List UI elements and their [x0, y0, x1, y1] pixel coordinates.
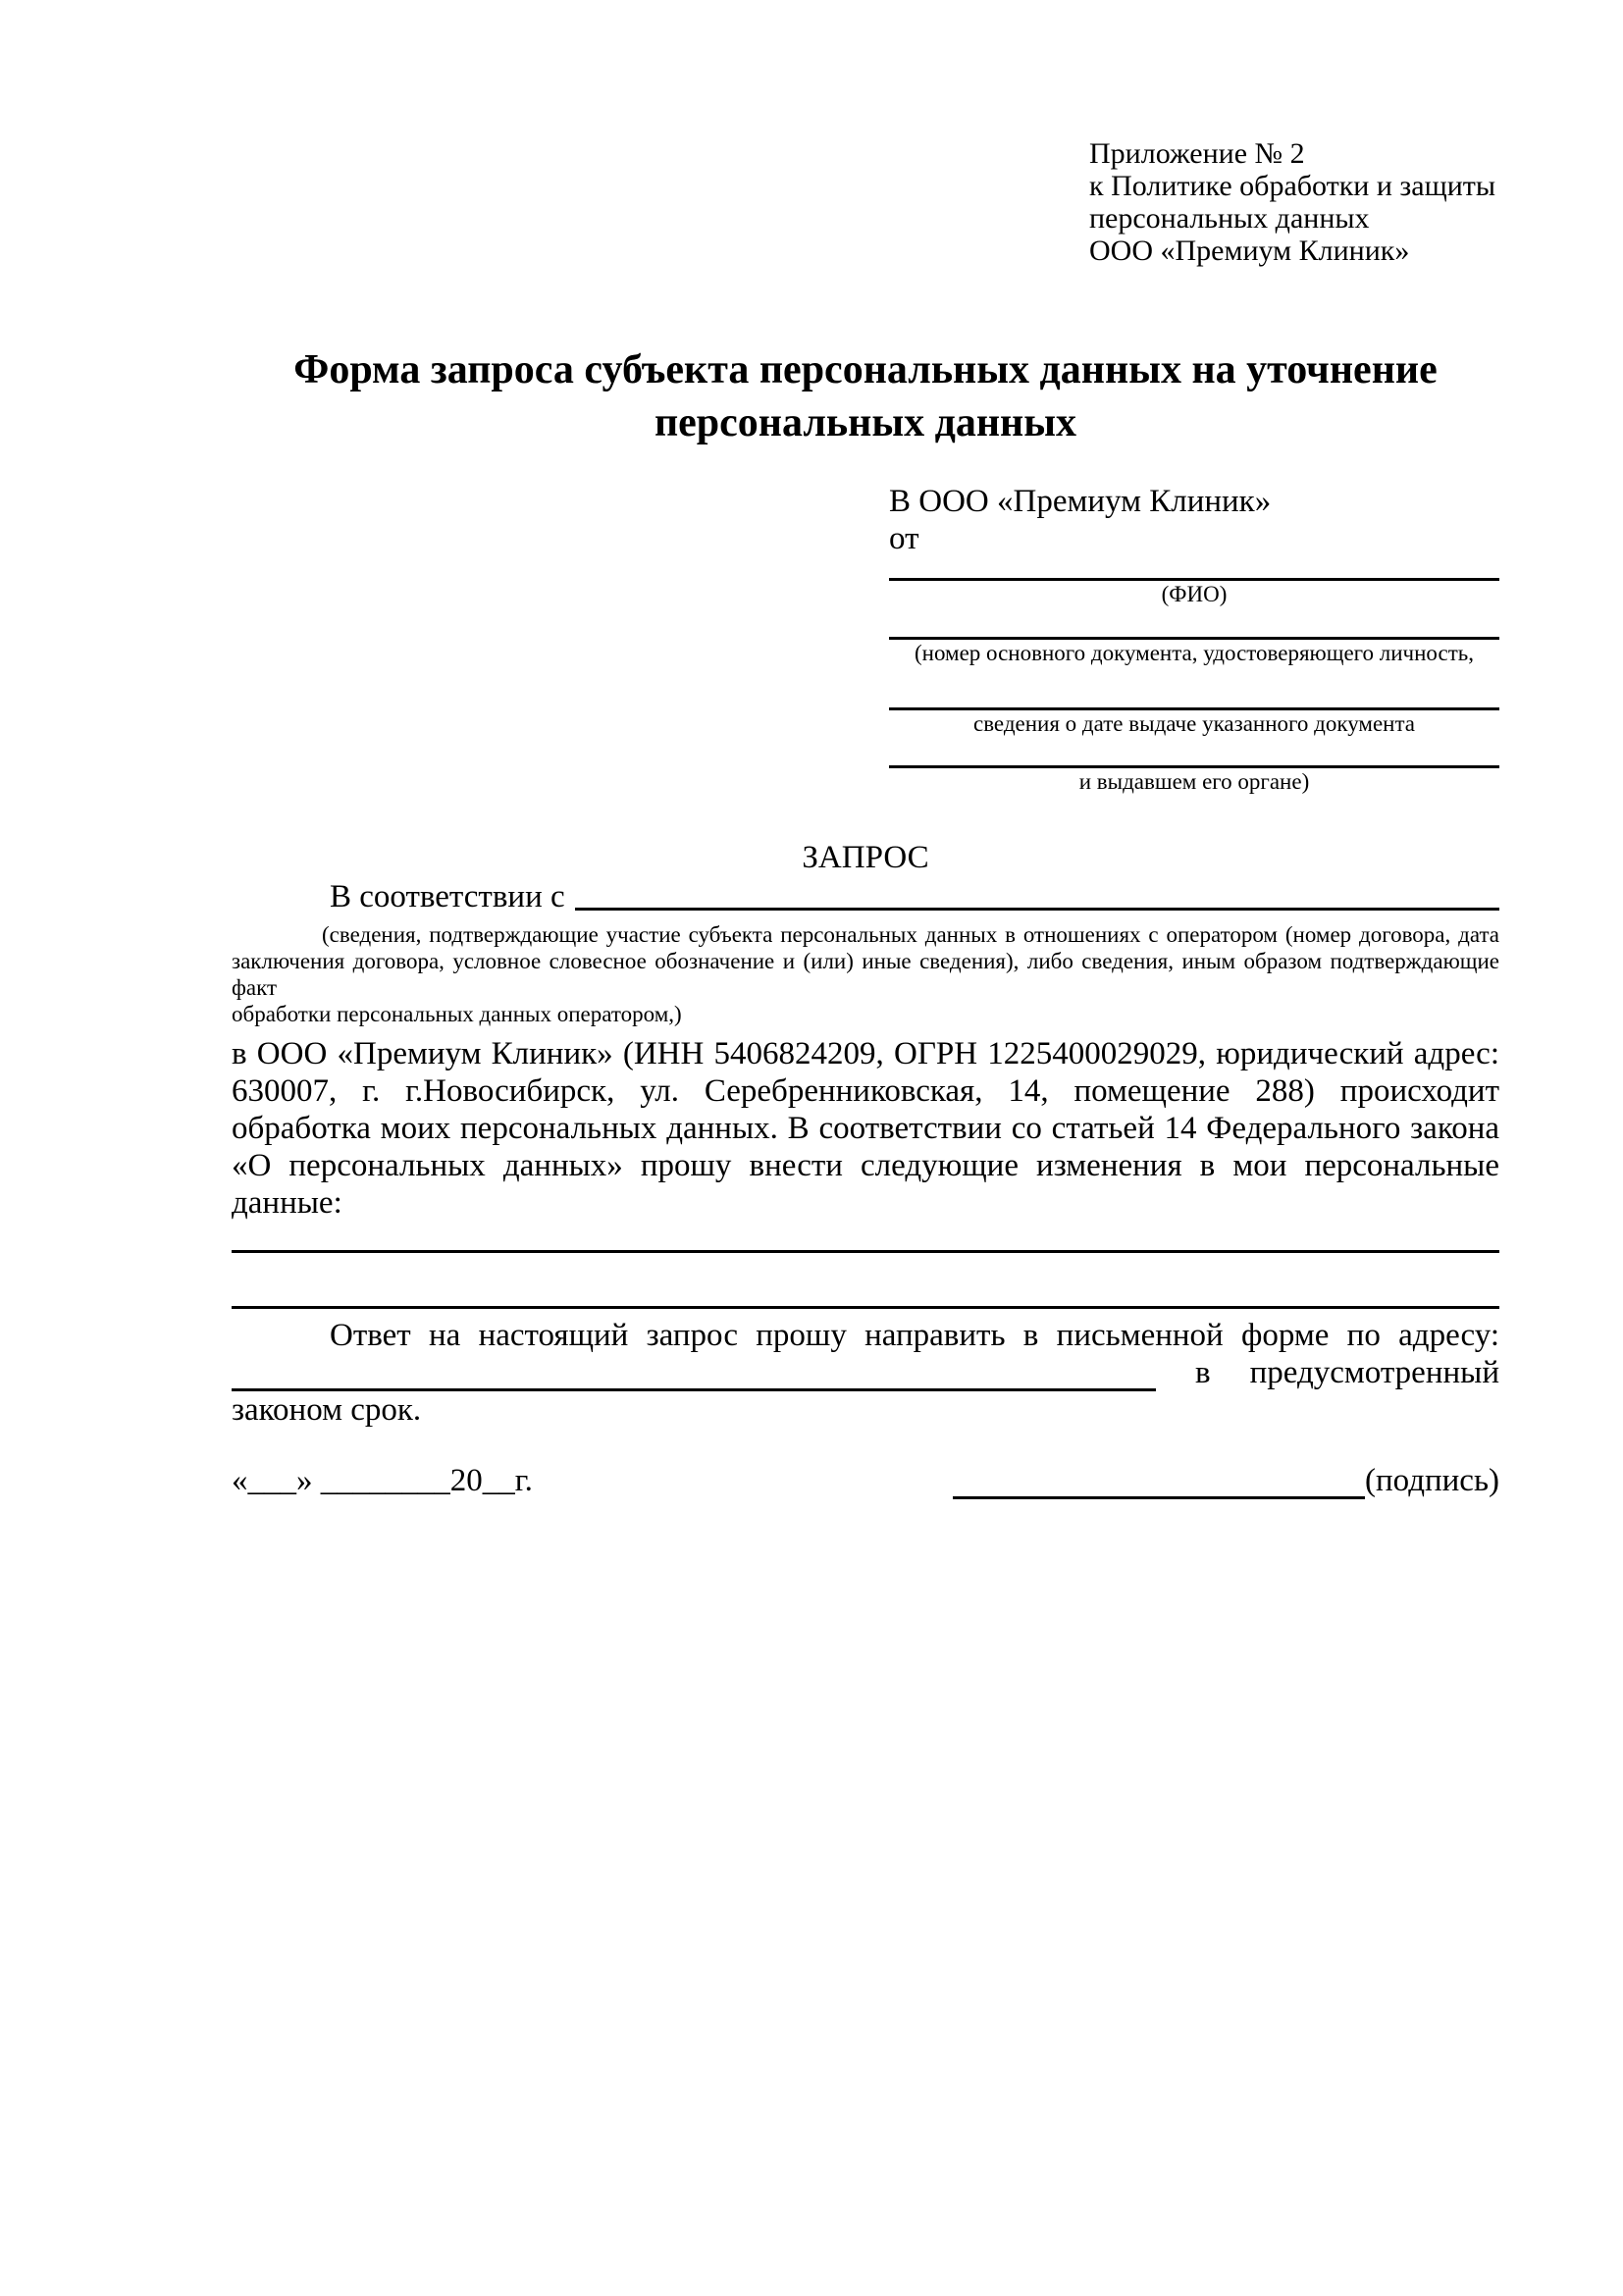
request-body-line: «О персональных данных» прошу внести следующие изменения в мои персональные	[232, 1148, 1499, 1183]
document-number-field-line	[889, 608, 1499, 640]
appendix-note-line: ООО «Премиум Клиник»	[1089, 235, 1410, 267]
request-heading: ЗАПРОС	[802, 840, 929, 875]
response-address-row	[232, 1354, 1499, 1391]
footer-row	[232, 1462, 1499, 1499]
changes-field-line-1	[232, 1222, 1499, 1253]
changes-field-line-2	[232, 1253, 1499, 1309]
request-body-line: данные:	[232, 1185, 342, 1221]
response-word: в	[1195, 1355, 1211, 1390]
intro-prefix: В соответствии с	[330, 879, 565, 914]
request-body-line: в ООО «Премиум Клиник» (ИНН 5406824209, ОГРН 1225400029029, юридический адрес:	[232, 1036, 1499, 1071]
issue-date-field-caption: сведения о дате выдаче указанного документа	[972, 711, 1416, 736]
agreement-details-field-line	[575, 878, 1499, 911]
document-title	[232, 343, 1499, 449]
signature-line	[953, 1467, 1365, 1499]
response-line: Ответ на настоящий запрос прошу направить в письменной форме по адресу:	[330, 1318, 1499, 1353]
issuing-authority-field-line	[889, 738, 1499, 768]
appendix-note-line: Приложение № 2	[1089, 137, 1305, 170]
addressee-org: В ООО «Премиум Клиник»	[889, 484, 1272, 519]
response-word: предусмотренный	[1249, 1355, 1499, 1390]
request-body-line: обработка моих персональных данных. В соответствии со статьей 14 Федерального закона	[232, 1111, 1499, 1146]
legal-note-line: (сведения, подтверждающие участие субъекта персональных данных в отношениях с оператором (номер договора, дата	[322, 922, 1499, 947]
fio-field-caption: (ФИО)	[1161, 582, 1228, 606]
request-body-line: 630007, г. г.Новосибирск, ул. Серебренниковская, 14, помещение 288) происходит	[232, 1073, 1499, 1109]
issue-date-field-line	[889, 667, 1499, 710]
address-field-line	[232, 1359, 1156, 1391]
document-title-line: Форма запроса субъекта персональных данных на уточнение	[293, 347, 1438, 392]
appendix-note	[1089, 137, 1499, 267]
legal-note-line: обработки персональных данных оператором,)	[232, 1002, 682, 1026]
document-number-field-caption: (номер основного документа, удостоверяющего личность,	[914, 641, 1474, 665]
response-tail: законом срок.	[232, 1392, 422, 1428]
document-title-line: персональных данных	[654, 400, 1077, 445]
appendix-note-line: персональных данных	[1089, 202, 1370, 235]
addressee-block	[889, 483, 1499, 796]
issuing-authority-field-caption: и выдавшем его органе)	[1078, 769, 1310, 794]
signature-caption: (подпись)	[1365, 1463, 1499, 1498]
intro-line	[232, 878, 1499, 915]
fio-field-line	[889, 557, 1499, 581]
addressee-from-label: от	[889, 521, 919, 556]
legal-note-line: заключения договора, условное словесное обозначение и (или) иные сведения), либо сведения, иным образом подтверждающие факт	[232, 949, 1499, 1000]
legal-note	[232, 921, 1499, 1027]
signature-block	[953, 1462, 1499, 1499]
appendix-note-line: к Политике обработки и защиты	[1089, 170, 1496, 202]
date-line: «___» ________20__г.	[232, 1463, 533, 1498]
request-body	[232, 1035, 1499, 1222]
